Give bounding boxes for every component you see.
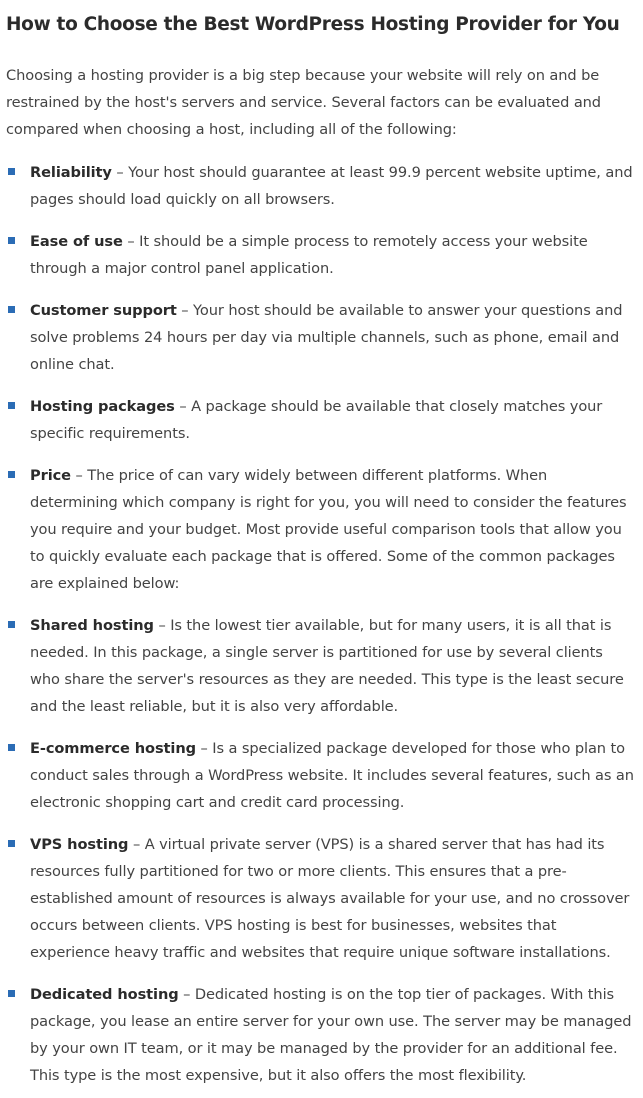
item-term: Shared hosting <box>30 617 154 634</box>
item-separator: – <box>132 836 141 853</box>
article-title: How to Choose the Best WordPress Hosting Provider for You <box>6 14 620 35</box>
square-bullet-icon <box>8 621 15 628</box>
list-item <box>6 462 637 597</box>
item-separator: – <box>181 302 189 319</box>
list-item <box>6 393 637 447</box>
item-separator: – <box>183 986 191 1003</box>
item-text: A virtual private server (VPS) is a shared server that has had its resources fully partitioned for two or more clients. This ensures that a pre-established amount of resources is always available for your use, and no crossover occurs between clients. VPS hosting is best for businesses, websites that experience heavy traffic and websites that require unique software installations. <box>30 836 630 961</box>
item-text: The price of can vary widely between different platforms. When determining which company is right for you, you will need to consider the features you require and your budget. Most provide useful comparison tools that allow you to quickly evaluate each package that is offered. Some of the common packages are explained below: <box>30 467 627 592</box>
item-text: A package should be available that closely matches your specific requirements. <box>30 398 603 442</box>
item-text: Your host should guarantee at least 99.9 percent website uptime, and pages should load quickly on all browsers. <box>30 164 633 208</box>
square-bullet-icon <box>8 168 15 175</box>
item-term: Ease of use <box>30 233 123 250</box>
square-bullet-icon <box>8 237 15 244</box>
item-term: Reliability <box>30 164 112 181</box>
square-bullet-icon <box>8 402 15 409</box>
list-item <box>6 981 637 1089</box>
item-separator: – <box>127 233 135 250</box>
list-item <box>6 612 637 720</box>
item-term: Price <box>30 467 71 484</box>
item-separator: – <box>116 164 124 181</box>
item-separator: – <box>179 398 187 415</box>
list-item <box>6 831 637 966</box>
factors-list <box>6 159 637 1089</box>
square-bullet-icon <box>8 990 15 997</box>
item-text: Is a specialized package developed for those who plan to conduct sales through a WordPress website. It includes several features, such as an electronic shopping cart and credit card processing. <box>30 740 634 811</box>
list-item <box>6 297 637 378</box>
square-bullet-icon <box>8 471 15 478</box>
item-term: Hosting packages <box>30 398 175 415</box>
item-term: E-commerce hosting <box>30 740 196 757</box>
item-text: Your host should be available to answer your questions and solve problems 24 hours per day via multiple channels, such as phone, email and online chat. <box>30 302 623 373</box>
item-text: Dedicated hosting is on the top tier of packages. With this package, you lease an entire server for your own use. The server may be managed by your own IT team, or it may be managed by the provider for an additional fee. This type is the most expensive, but it also offers the most flexibility. <box>30 986 632 1084</box>
list-item <box>6 159 637 213</box>
item-separator: – <box>75 467 83 484</box>
item-text: Is the lowest tier available, but for many users, it is all that is needed. In this package, a single server is partitioned for use by several clients who share the server's resources as they are needed. This type is the least secure and the least reliable, but it is also very affordable. <box>30 617 624 715</box>
item-term: VPS hosting <box>30 836 129 853</box>
square-bullet-icon <box>8 840 15 847</box>
item-text: It should be a simple process to remotely access your website through a major control panel application. <box>30 233 588 277</box>
item-term: Dedicated hosting <box>30 986 179 1003</box>
item-separator: – <box>200 740 208 757</box>
square-bullet-icon <box>8 744 15 751</box>
list-item <box>6 228 637 282</box>
item-separator: – <box>158 617 166 634</box>
square-bullet-icon <box>8 306 15 313</box>
intro-paragraph: Choosing a hosting provider is a big step because your website will rely on and be restrained by the host's servers and service. Several factors can be evaluated and compared when choosing a host, including all of the following: <box>6 67 601 138</box>
item-term: Customer support <box>30 302 177 319</box>
list-item <box>6 735 637 816</box>
